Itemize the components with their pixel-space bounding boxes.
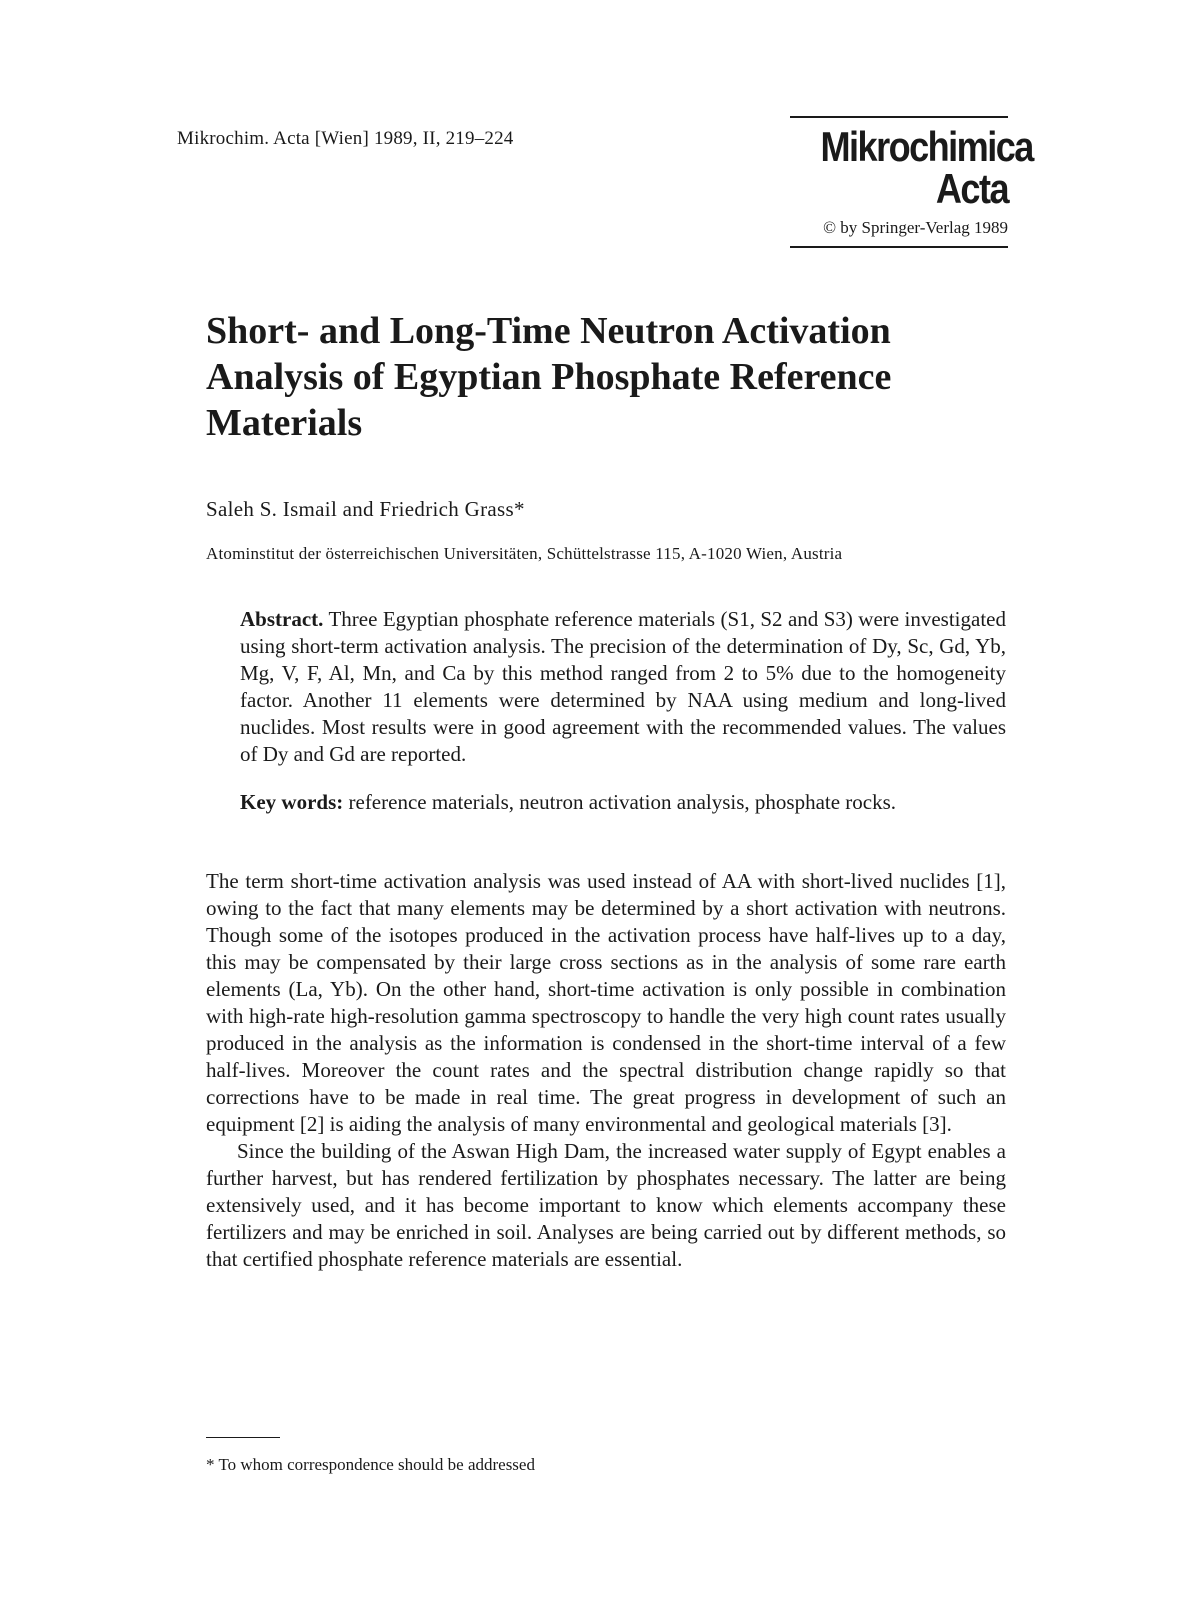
body-paragraph-2: Since the building of the Aswan High Dam, the increased water supply of Egypt enables a further harvest, but has rendered fertilization by phosphates necessary. The latter are being extensively used, and it has become important to know which elements accompany these fertilizers and may be enriched in soil. Analyses are being carried out by different methods, so that certified phosphate reference materials are essential. (206, 1139, 1006, 1271)
publisher-copyright: © by Springer-Verlag 1989 (823, 218, 1008, 237)
keywords-section (240, 789, 1006, 816)
journal-logo-block (790, 116, 1033, 248)
abstract-text: Three Egyptian phosphate reference materials (S1, S2 and S3) were investigated using short-term activation analysis. The precision of the determination of Dy, Sc, Gd, Yb, Mg, V, F, Al, Mn, and Ca by this method ranged from 2 to 5% due to the homogeneity factor. Another 11 elements were determined by NAA using medium and long-lived nuclides. Most results were in good agreement with the recommended values. The values of Dy and Gd are reported. (240, 607, 1006, 766)
journal-name-line1: Mikrochimica (820, 123, 1033, 170)
abstract-section (240, 606, 1006, 768)
body-paragraph-1: The term short-time activation analysis was used instead of AA with short-lived nuclides [1], owing to the fact that many elements may be determined by a short activation with neutrons. Though some of the isotopes produced in the activation process have half-lives up to a day, this may be compensated by their large cross sections as in the analysis of some rare earth elements (La, Yb). On the other hand, short-time activation is only possible in combination with high-rate high-resolution gamma spectroscopy to handle the very high count rates usually produced in the analysis as the information is condensed in the short-time interval of a few half-lives. Moreover the count rates and the spectral distribution change rapidly so that corrections have to be made in real time. The great progress in development of such an equipment [2] is aiding the analysis of many environmental and geological materials [3]. (206, 869, 1006, 1136)
journal-bottom-rule (790, 246, 1008, 248)
article-title: Short- and Long-Time Neutron Activation Analysis of Egyptian Phosphate Reference Materials (206, 310, 892, 444)
author-affiliation: Atominstitut der österreichischen Universitäten, Schüttelstrasse 115, A-1020 Wien, Austria (206, 544, 843, 563)
journal-citation: Mikrochim. Acta [Wien] 1989, II, 219–224 (177, 128, 514, 149)
abstract-label: Abstract. (240, 607, 324, 631)
article-authors: Saleh S. Ismail and Friedrich Grass* (206, 497, 525, 521)
keywords-label: Key words: (240, 790, 344, 814)
journal-name-line2: Acta (935, 165, 1008, 212)
body-text (206, 868, 1006, 1273)
keywords-text: reference materials, neutron activation analysis, phosphate rocks. (348, 790, 897, 814)
footnote: * To whom correspondence should be addressed (206, 1455, 535, 1474)
journal-top-rule (790, 116, 1008, 118)
footnote-rule (206, 1437, 280, 1438)
